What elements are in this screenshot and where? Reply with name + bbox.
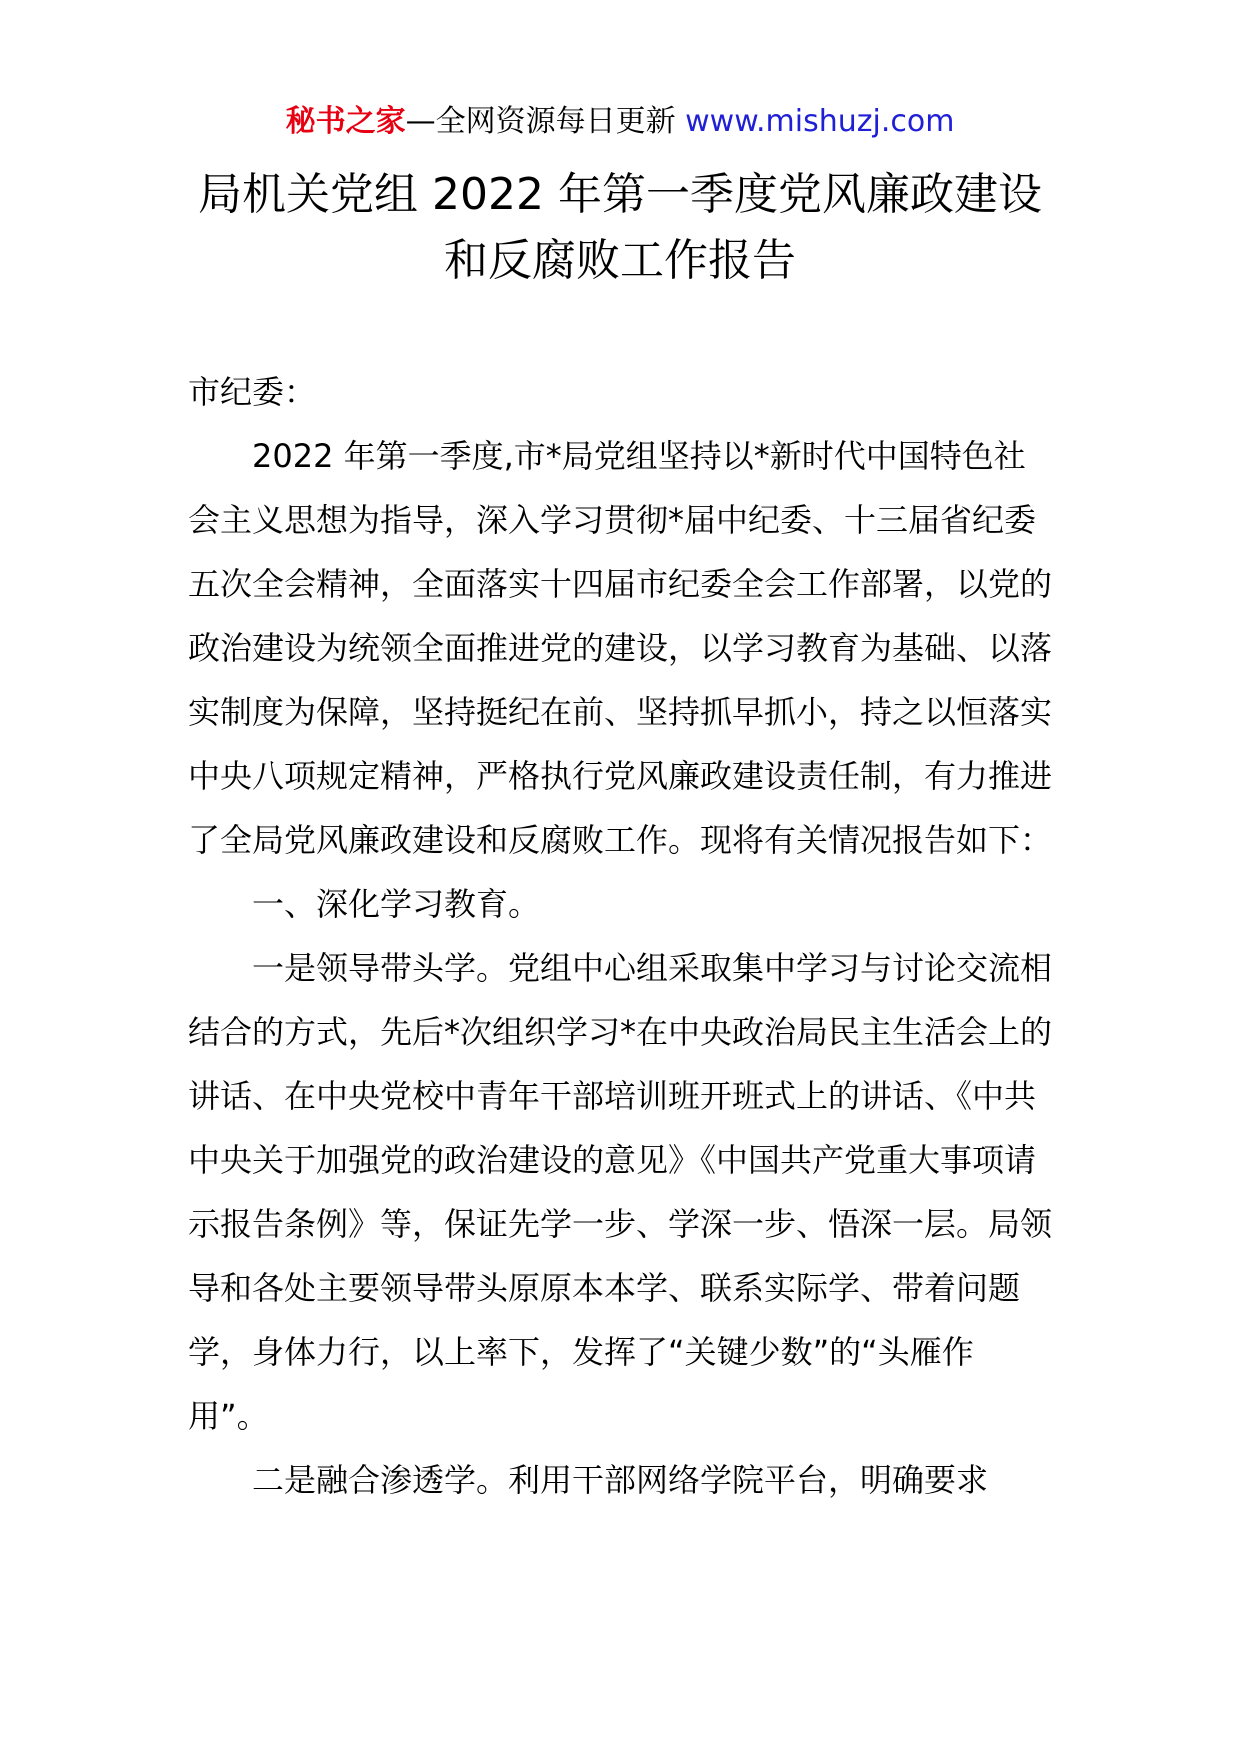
document-body [188,360,1053,1512]
paragraph-integrated-study: 二是融合渗透学。利用干部网络学院平台，明确要求 [252,1461,989,1499]
document-title [0,162,1240,294]
brand-name: 秘书之家 [285,104,406,139]
site-banner [0,100,1240,144]
paragraph-leaders-study: 一是领导带头学。党组中心组采取集中学习与讨论交流相结合的方式，先后*次组织学习*在中央政治局民主生活会上的讲话、在中央党校中青年干部培训班开班式上的讲话、《中共中央关于加强党的政治建设的意见》《中国共产党重大事项请示报告条例》等，保证先学一步、学深一步、悟深一层。局领导和各处主要领导带头原原本本学、联系实际学、带着问题学，身体力行，以上率下，发挥了“关键少数”的“头雁作用”。 [188,949,1053,1435]
site-url-link[interactable]: www.mishuzj.com [685,104,955,139]
section-heading-1: 一、深化学习教育。 [252,885,541,923]
title-line-2: 和反腐败工作报告 [444,235,796,286]
title-line-1: 局机关党组 2022 年第一季度党风廉政建设 [198,169,1042,220]
salutation: 市纪委： [188,373,317,411]
banner-tagline: —全网资源每日更新 [405,104,676,139]
paragraph-intro: 2022 年第一季度,市*局党组坚持以*新时代中国特色社会主义思想为指导，深入学习贯彻*届中纪委、十三届省纪委五次全会精神，全面落实十四届市纪委全会工作部署，以党的政治建设为统领全面推进党的建设，以学习教育为基础、以落实制度为保障，坚持挺纪在前、坚持抓早抓小，持之以恒落实中央八项规定精神，严格执行党风廉政建设责任制，有力推进了全局党风廉政建设和反腐败工作。现将有关情况报告如下： [188,437,1053,859]
